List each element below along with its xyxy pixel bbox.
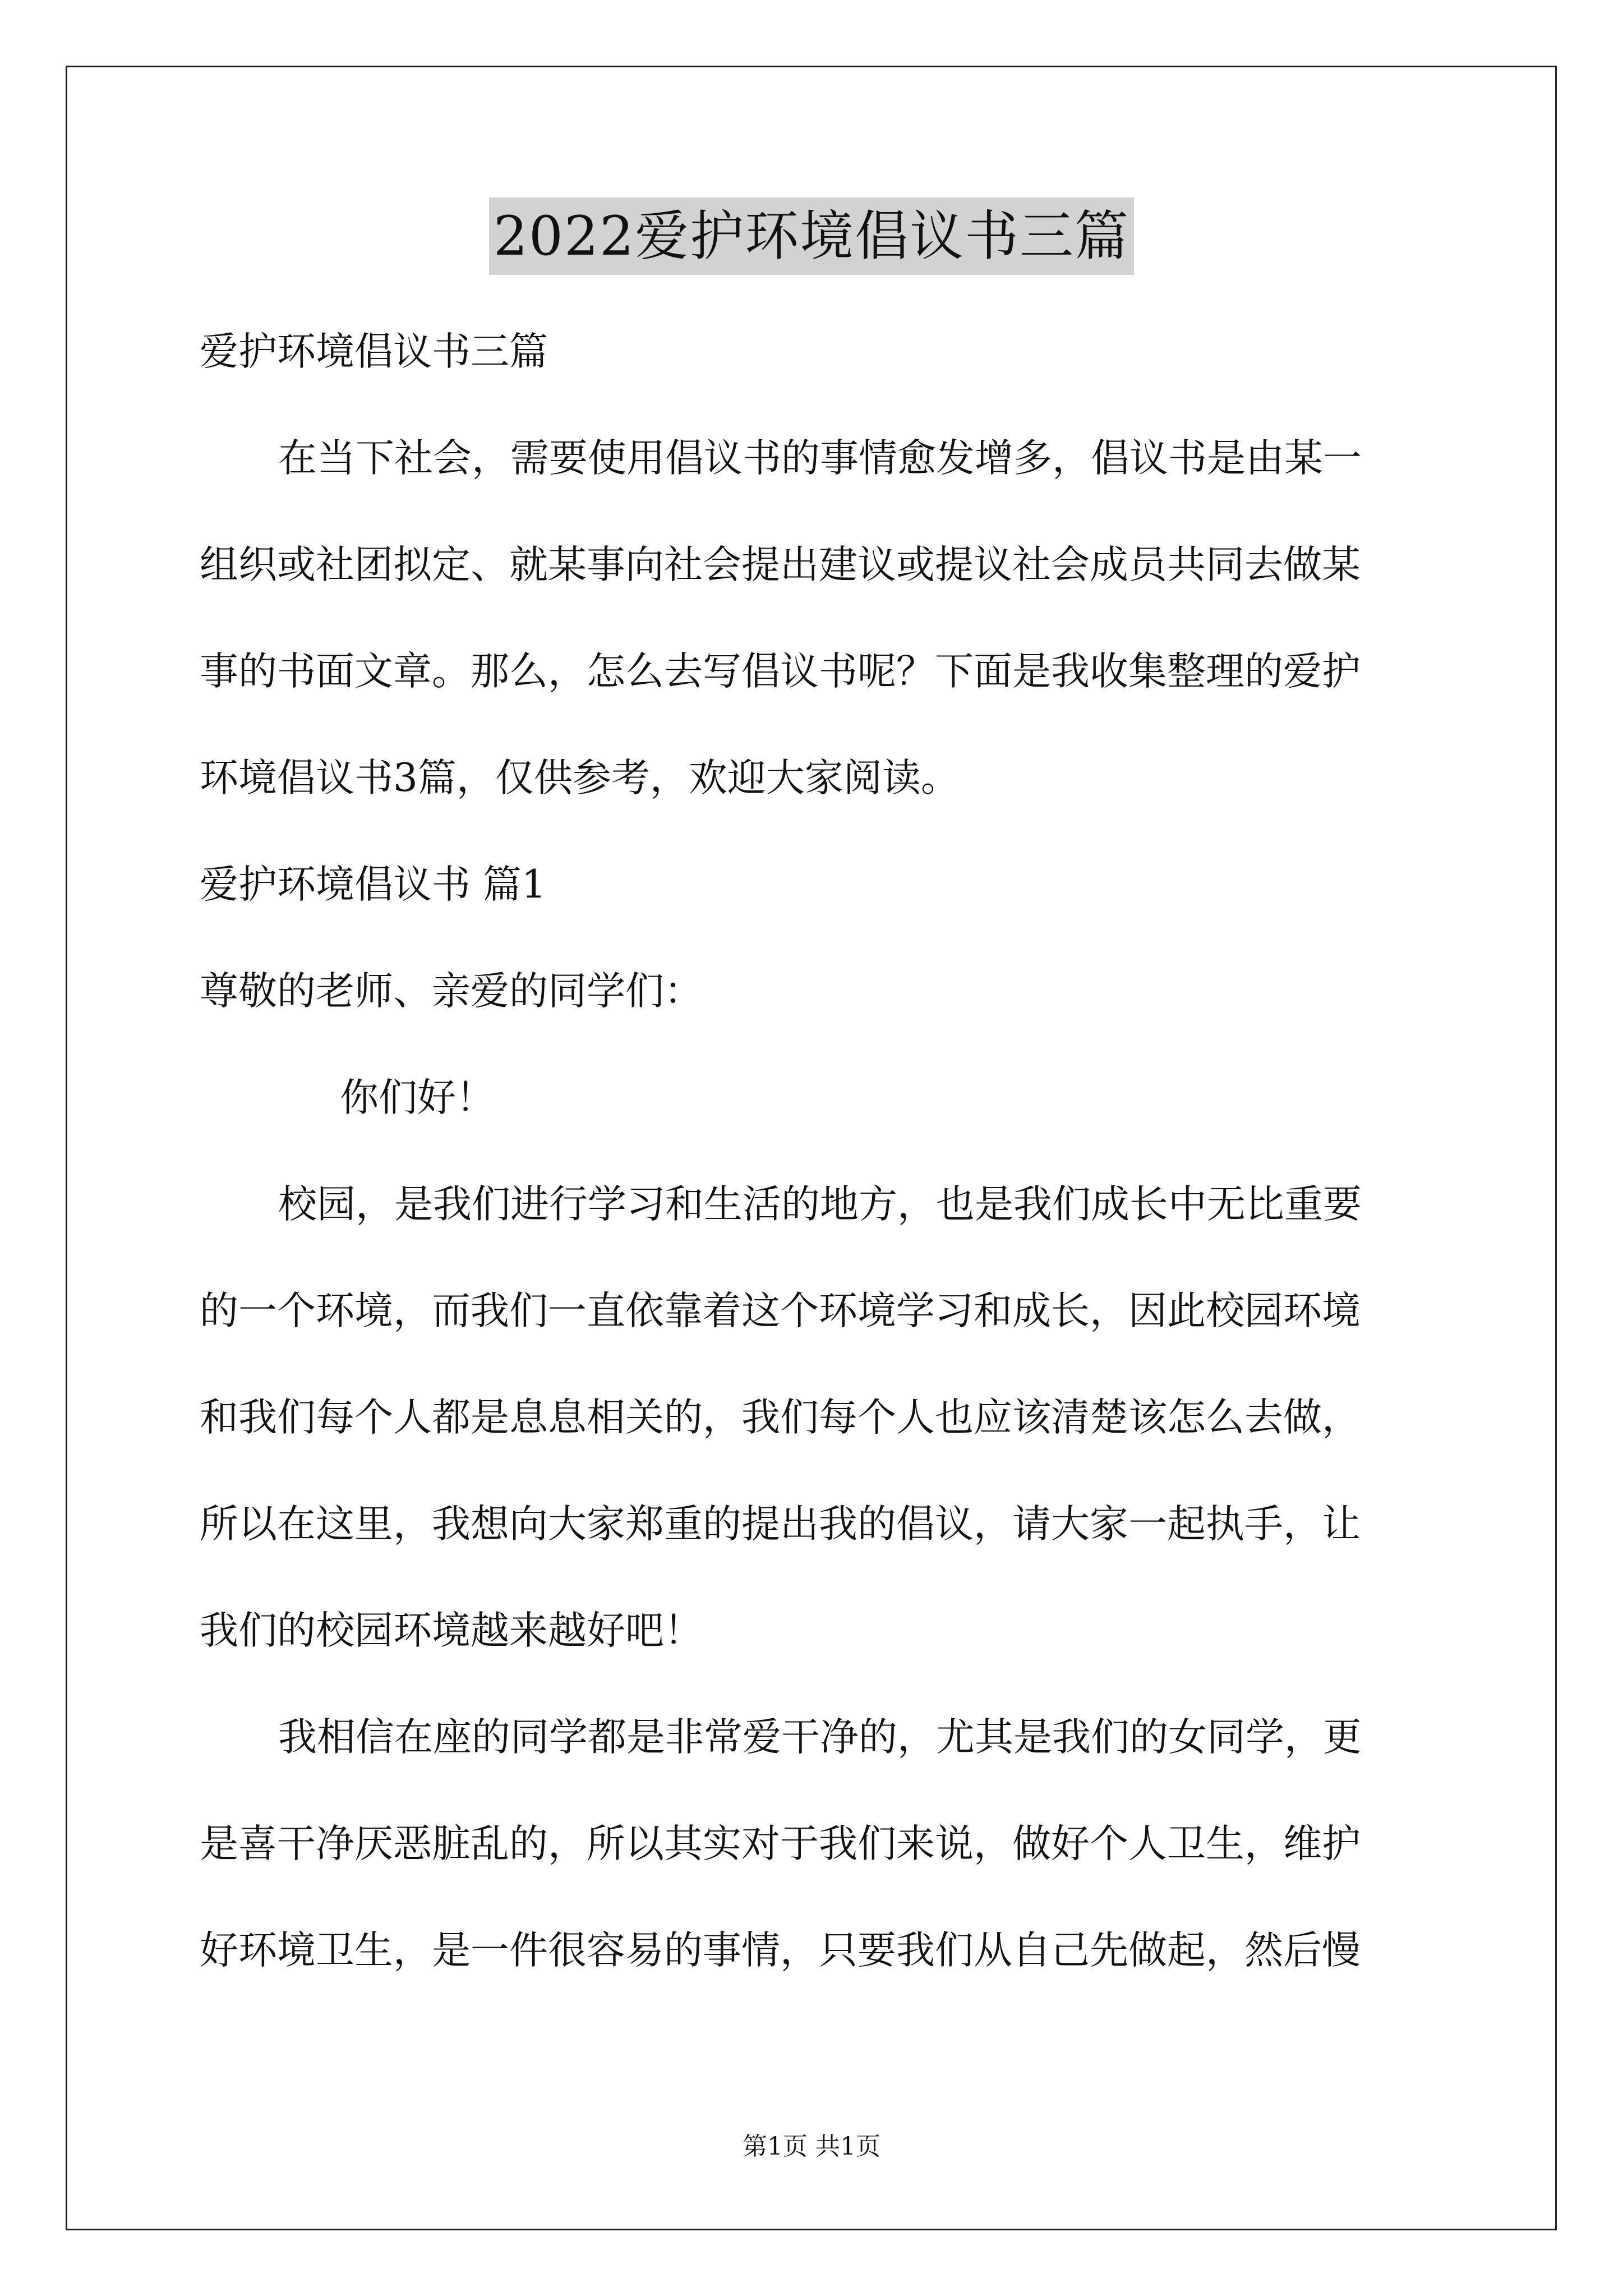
- text-line: 组织或社团拟定、就某事向社会提出建议或提议社会成员共同去做某: [200, 542, 1361, 587]
- text-line: 好环境卫生，是一件很容易的事情，只要我们从自己先做起，然后慢: [200, 1928, 1361, 1973]
- text-line: 的一个环境，而我们一直依靠着这个环境学习和成长，因此校园环境: [200, 1289, 1361, 1333]
- text-line: 事的书面文章。那么，怎么去写倡议书呢？下面是我收集整理的爱护: [200, 649, 1361, 694]
- text-line: 环境倡议书3篇，仅供参考，欢迎大家阅读。: [200, 756, 960, 800]
- text-line: 爱护环境倡议书 篇1: [200, 862, 546, 907]
- text-line: 爱护环境倡议书三篇: [200, 329, 548, 374]
- document-body: [200, 298, 1428, 2004]
- text-line: 在当下社会，需要使用倡议书的事情愈发增多，倡议书是由某一: [278, 436, 1362, 481]
- text-line: 你们好！: [340, 1075, 495, 1120]
- document-title: 2022爱护环境倡议书三篇: [489, 197, 1134, 275]
- page-number-footer: 第1页 共1页: [743, 2132, 880, 2161]
- text-line: 尊敬的老师、亲爱的同学们：: [200, 969, 703, 1014]
- text-line: 和我们每个人都是息息相关的，我们每个人也应该清楚该怎么去做，: [200, 1395, 1361, 1440]
- text-line: 校园，是我们进行学习和生活的地方，也是我们成长中无比重要: [278, 1182, 1362, 1227]
- title-block: [0, 197, 1623, 275]
- text-line: 所以在这里，我想向大家郑重的提出我的倡议，请大家一起执手，让: [200, 1502, 1361, 1547]
- text-line: 是喜干净厌恶脏乱的，所以其实对于我们来说，做好个人卫生，维护: [200, 1821, 1361, 1866]
- text-line: 我们的校园环境越来越好吧！: [200, 1608, 703, 1653]
- text-line: 我相信在座的同学都是非常爱干净的，尤其是我们的女同学，更: [278, 1715, 1362, 1760]
